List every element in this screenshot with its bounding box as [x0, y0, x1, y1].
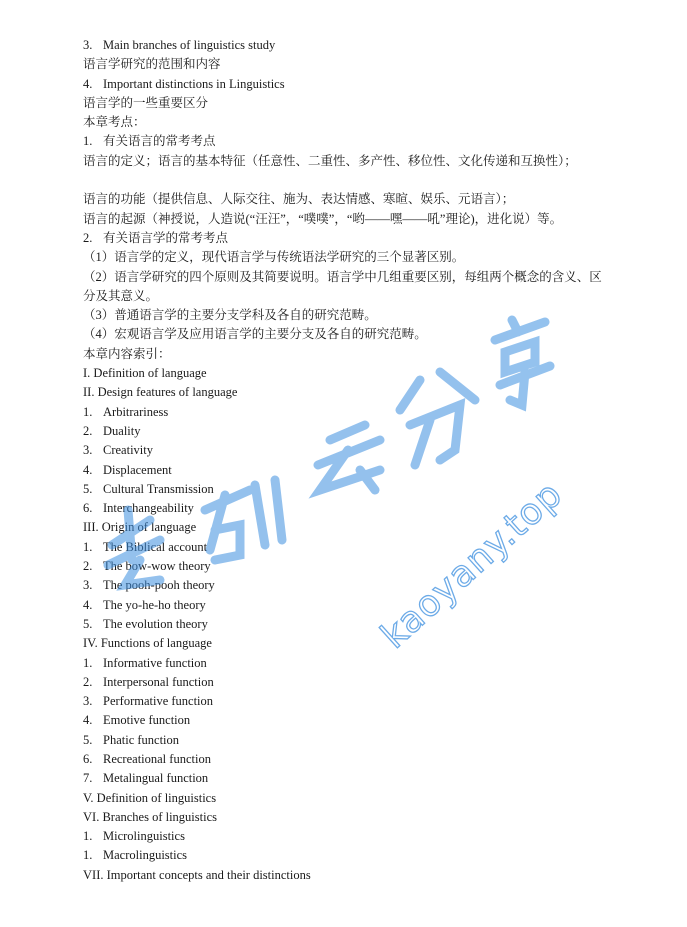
line-text: Interpersonal function — [103, 674, 214, 689]
text-line — [83, 229, 613, 248]
list-number: 6. — [83, 751, 93, 766]
list-number: 1. — [83, 655, 93, 670]
list-number: 2. — [83, 559, 93, 574]
list-number: 1. — [83, 539, 93, 554]
line-text: Metalingual function — [103, 771, 209, 786]
line-text: Displacement — [103, 462, 172, 477]
text-line — [83, 750, 613, 769]
text-line — [83, 673, 613, 692]
line-text: Macrolinguistics — [103, 848, 188, 863]
line-text: VI. Branches of linguistics — [83, 809, 218, 824]
text-line — [83, 75, 613, 94]
text-line — [83, 711, 613, 730]
text-line — [83, 576, 613, 595]
line-text: 本章内容索引： — [83, 346, 171, 361]
line-text: The yo-he-ho theory — [103, 597, 206, 612]
line-text: （3）普通语言学的主要分支学科及各自的研究范畴。 — [83, 308, 377, 323]
list-number: 2. — [83, 674, 93, 689]
text-line — [83, 615, 613, 634]
text-line — [83, 769, 613, 788]
line-text: Emotive function — [103, 713, 191, 728]
line-text: Duality — [103, 423, 141, 438]
line-text: II. Design features of language — [83, 385, 238, 400]
list-number: 3. — [83, 443, 93, 458]
line-text: III. Origin of language — [83, 520, 197, 535]
text-line — [83, 827, 613, 846]
text-line — [83, 731, 613, 750]
list-number: 1. — [83, 829, 93, 844]
list-number: 4. — [83, 597, 93, 612]
line-text: Phatic function — [103, 732, 180, 747]
line-text: 有关语言的常考考点 — [103, 134, 216, 149]
watermark-url: kaoyany.top — [373, 473, 571, 657]
line-text: The Biblical account — [103, 539, 208, 554]
text-line — [83, 441, 613, 460]
text-line — [83, 94, 613, 113]
text-line — [83, 596, 613, 615]
text-line — [83, 325, 613, 344]
text-line — [83, 557, 613, 576]
line-text: Interchangeability — [103, 501, 194, 516]
list-number: 7. — [83, 771, 93, 786]
line-text: I. Definition of language — [83, 366, 207, 381]
line-text: 语言的定义；语言的基本特征（任意性、二重性、多产性、移位性、文化传递和互换性）； — [83, 153, 577, 168]
line-text: 语言学的一些重要区分 — [83, 95, 209, 110]
line-text: 有关语言学的常考考点 — [103, 230, 229, 245]
list-number: 4. — [83, 713, 93, 728]
text-line — [83, 538, 613, 557]
list-number: 3. — [83, 578, 93, 593]
list-number: 6. — [83, 501, 93, 516]
text-line — [83, 808, 613, 827]
paragraph-wrapped: （2）语言学研究的四个原则及其简要说明。语言学中几组重要区别，每组两个概念的含义、区分及其意义。 — [83, 269, 602, 303]
line-text: VII. Important concepts and their distinctions — [83, 867, 311, 882]
list-number: 5. — [83, 481, 93, 496]
text-line — [83, 55, 613, 74]
line-text: Cultural Transmission — [103, 481, 214, 496]
list-number: 1. — [83, 848, 93, 863]
text-line — [83, 190, 613, 209]
line-text: The pooh-pooh theory — [103, 578, 215, 593]
line-text: Arbitrariness — [103, 404, 169, 419]
text-line — [83, 364, 613, 383]
text-line — [83, 132, 613, 151]
text-line — [83, 422, 613, 441]
list-number: 4. — [83, 462, 93, 477]
line-text: 语言的功能（提供信息、人际交往、施为、表达情感、寒暄、娱乐、元语言）； — [83, 192, 515, 207]
line-text: The bow-wow theory — [103, 559, 211, 574]
text-line — [83, 36, 613, 55]
text-line — [83, 480, 613, 499]
list-number: 5. — [83, 616, 93, 631]
text-line — [83, 306, 613, 325]
blank-line — [83, 171, 613, 190]
text-line — [83, 383, 613, 402]
line-text: Main branches of linguistics study — [103, 38, 276, 52]
list-number: 2. — [83, 230, 93, 245]
text-line — [83, 499, 613, 518]
list-number: 3. — [83, 694, 93, 709]
line-text: （1）语言学的定义，现代语言学与传统语法学研究的三个显著区别。 — [83, 250, 465, 265]
text-line — [83, 866, 613, 885]
line-text: 语言学研究的范围和内容 — [83, 57, 221, 72]
list-number: 3. — [83, 38, 93, 52]
text-line — [83, 152, 613, 171]
list-number: 4. — [83, 76, 93, 91]
line-text: 语言的起源（神授说，人造说(“汪汪”，“噗噗”，“哟——嘿——吼”理论)，进化说）等。 — [83, 211, 563, 226]
line-text: Important distinctions in Linguistics — [103, 76, 285, 91]
document-body — [83, 36, 613, 885]
list-number: 1. — [83, 404, 93, 419]
text-line — [83, 692, 613, 711]
list-number: 1. — [83, 134, 93, 149]
text-line — [83, 846, 613, 865]
text-line — [83, 210, 613, 229]
text-line — [83, 345, 613, 364]
line-text: Informative function — [103, 655, 207, 670]
list-number: 5. — [83, 732, 93, 747]
text-line — [83, 248, 613, 267]
line-text: 本章考点： — [83, 115, 146, 130]
text-line — [83, 403, 613, 422]
line-text: （4）宏观语言学及应用语言学的主要分支及各自的研究范畴。 — [83, 327, 427, 342]
text-line — [83, 789, 613, 808]
text-line — [83, 518, 613, 537]
line-text: Creativity — [103, 443, 153, 458]
list-number: 2. — [83, 423, 93, 438]
text-line — [83, 654, 613, 673]
text-line — [83, 634, 613, 653]
line-text: Microlinguistics — [103, 829, 185, 844]
line-text: Performative function — [103, 694, 214, 709]
line-text: Recreational function — [103, 751, 211, 766]
line-text: IV. Functions of language — [83, 636, 212, 651]
text-line — [83, 113, 613, 132]
line-text: The evolution theory — [103, 616, 208, 631]
line-text: V. Definition of linguistics — [83, 790, 217, 805]
text-line — [83, 461, 613, 480]
